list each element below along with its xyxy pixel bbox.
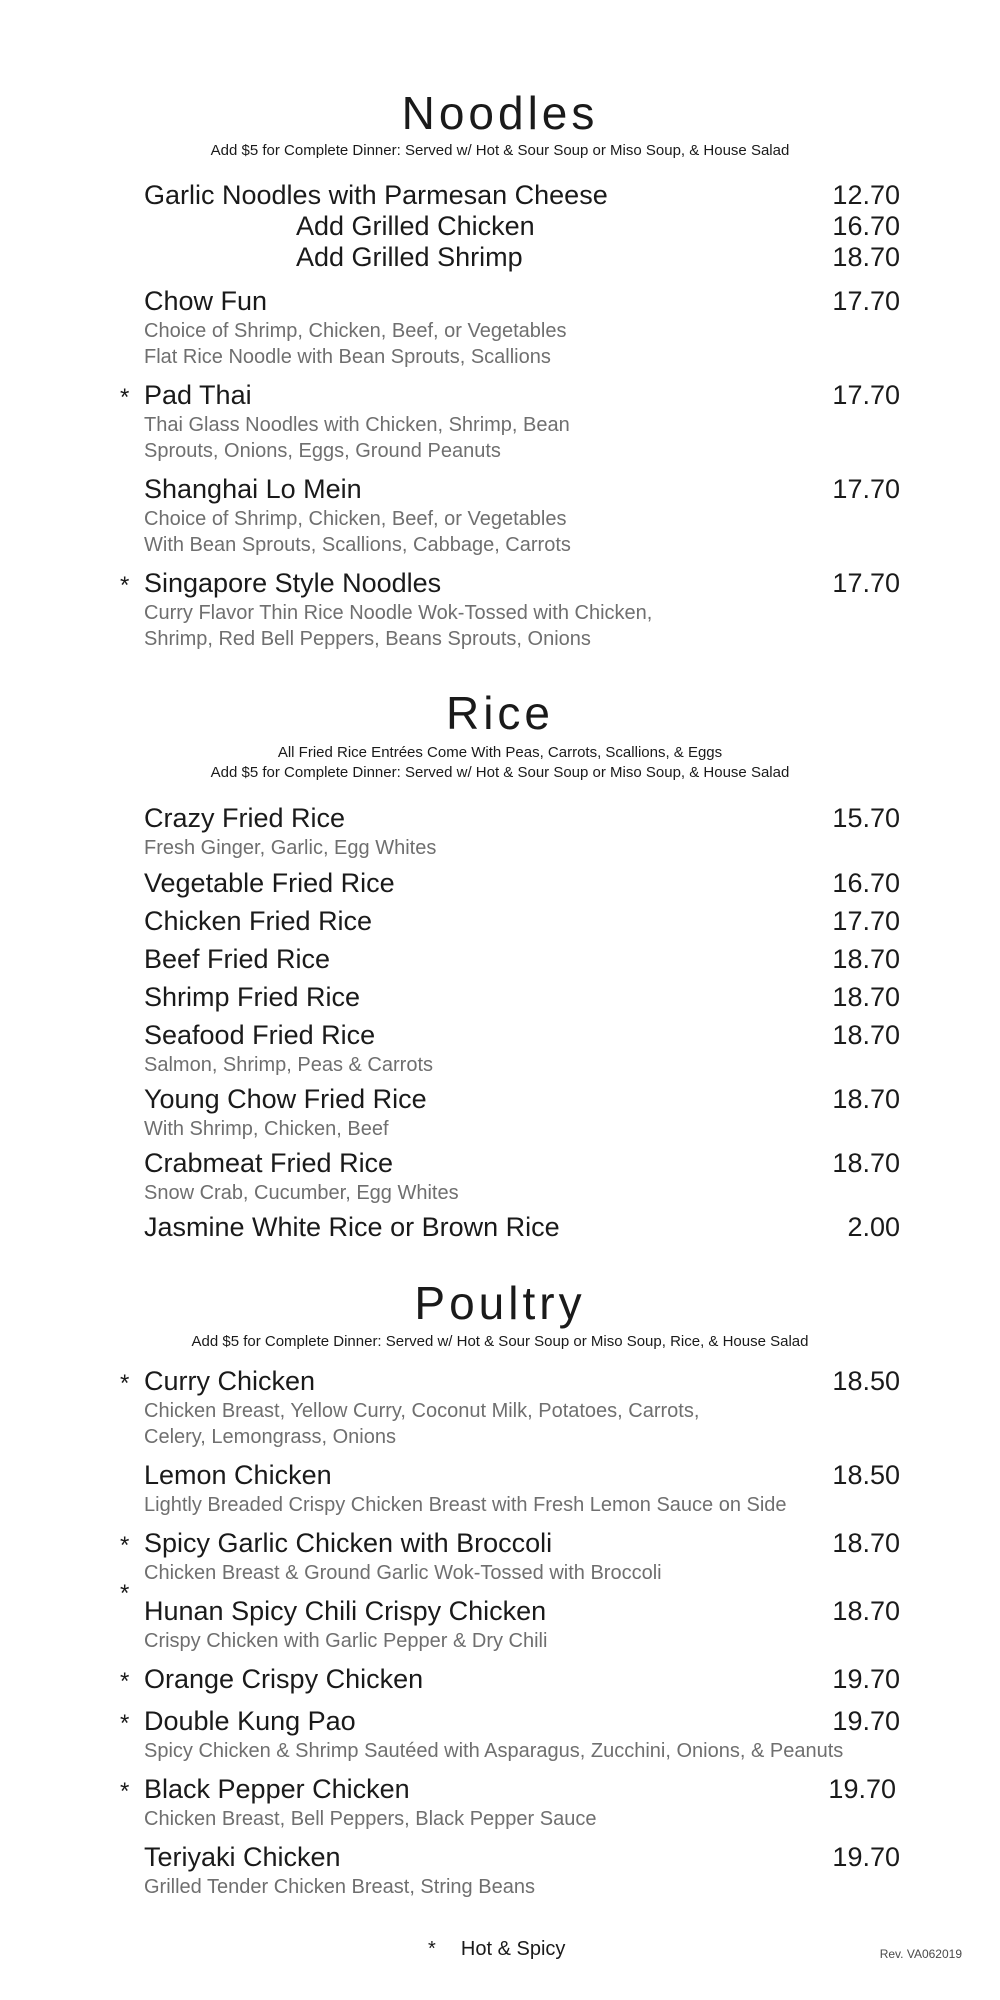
menu-item-name: Pad Thai xyxy=(144,380,252,410)
hot-spicy-legend xyxy=(428,1938,565,1961)
menu-item-description: Chicken Breast, Yellow Curry, Coconut Milk, Potatoes, Carrots, xyxy=(144,1400,700,1422)
menu-item-name: Spicy Garlic Chicken with Broccoli xyxy=(144,1528,553,1558)
menu-item-description: Curry Flavor Thin Rice Noodle Wok-Tossed with Chicken, xyxy=(144,602,653,624)
menu-item-name: Shrimp Fried Rice xyxy=(144,982,361,1012)
spicy-star-icon: * xyxy=(120,1532,130,1559)
menu-item-name: Jasmine White Rice or Brown Rice xyxy=(144,1212,560,1242)
menu-item-name: Vegetable Fried Rice xyxy=(144,868,395,898)
menu-item-addon-name: Add Grilled Shrimp xyxy=(296,242,523,272)
menu-item-price: 2.00 xyxy=(847,1212,900,1242)
menu-item-price: 18.70 xyxy=(832,1020,900,1050)
menu-item-name: Garlic Noodles with Parmesan Cheese xyxy=(144,180,608,210)
rice-heading: Rice xyxy=(445,687,555,739)
menu-item-name: Crabmeat Fried Rice xyxy=(144,1148,394,1178)
menu-item-description: Spicy Chicken & Shrimp Sautéed with Asparagus, Zucchini, Onions, & Peanuts xyxy=(144,1740,844,1762)
menu-item-name: Teriyaki Chicken xyxy=(144,1842,341,1872)
menu-item-price: 18.50 xyxy=(832,1366,900,1396)
menu-item-description: Choice of Shrimp, Chicken, Beef, or Vegetables xyxy=(144,320,567,342)
menu-item-description: Choice of Shrimp, Chicken, Beef, or Vegetables xyxy=(144,508,567,530)
menu-item-description: Flat Rice Noodle with Bean Sprouts, Scallions xyxy=(144,346,551,368)
menu-item-name: Chicken Fried Rice xyxy=(144,906,373,936)
poultry-heading: Poultry xyxy=(414,1277,586,1329)
noodles-heading: Noodles xyxy=(401,87,599,139)
legend-label: Hot & Spicy xyxy=(460,1938,566,1960)
menu-item-name: Hunan Spicy Chili Crispy Chicken xyxy=(144,1596,547,1626)
spicy-star-icon: * xyxy=(120,572,130,599)
menu-item-name: Double Kung Pao xyxy=(144,1706,356,1736)
menu-item-price: 17.70 xyxy=(832,906,900,936)
rice-fried-rice-note: All Fried Rice Entrées Come With Peas, Carrots, Scallions, & Eggs xyxy=(277,744,723,761)
spicy-star-icon: * xyxy=(120,1370,130,1397)
menu-item-description: Chicken Breast, Bell Peppers, Black Pepper Sauce xyxy=(144,1808,597,1830)
menu-item-price: 18.70 xyxy=(832,1084,900,1114)
menu-item-price: 17.70 xyxy=(832,380,900,410)
menu-item-price: 19.70 xyxy=(832,1842,900,1872)
menu-item-price: 19.70 xyxy=(832,1664,900,1694)
spicy-star-icon: * xyxy=(120,1668,130,1695)
menu-item-description: Grilled Tender Chicken Breast, String Beans xyxy=(144,1876,535,1898)
noodles-dinner-note: Add $5 for Complete Dinner: Served w/ Hot & Sour Soup or Miso Soup, & House Salad xyxy=(210,142,790,159)
menu-item-description: Sprouts, Onions, Eggs, Ground Peanuts xyxy=(144,440,501,462)
menu-item-price: 16.70 xyxy=(832,868,900,898)
menu-item-description: Fresh Ginger, Garlic, Egg Whites xyxy=(144,837,437,859)
menu-item-description: Thai Glass Noodles with Chicken, Shrimp, Bean xyxy=(144,414,570,436)
menu-item-name: Shanghai Lo Mein xyxy=(144,474,362,504)
menu-item-description: Shrimp, Red Bell Peppers, Beans Sprouts, Onions xyxy=(144,628,591,650)
menu-item-name: Beef Fried Rice xyxy=(144,944,331,974)
menu-item-price: 18.50 xyxy=(832,1460,900,1490)
menu-item-price: 18.70 xyxy=(832,1528,900,1558)
menu-item-price: 12.70 xyxy=(832,180,900,210)
menu-item-description: With Bean Sprouts, Scallions, Cabbage, Carrots xyxy=(144,534,571,556)
menu-item-description: Snow Crab, Cucumber, Egg Whites xyxy=(144,1182,459,1204)
rice-dinner-note: Add $5 for Complete Dinner: Served w/ Hot & Sour Soup or Miso Soup, & House Salad xyxy=(210,764,790,781)
menu-item-price: 19.70 xyxy=(828,1774,896,1804)
menu-item-description: Chicken Breast & Ground Garlic Wok-Tossed with Broccoli xyxy=(144,1562,662,1584)
spicy-star-icon: * xyxy=(120,1778,130,1805)
menu-item-price: 17.70 xyxy=(832,286,900,316)
menu-item-price: 17.70 xyxy=(832,474,900,504)
menu-item-description: With Shrimp, Chicken, Beef xyxy=(144,1118,389,1140)
menu-item-price: 18.70 xyxy=(832,944,900,974)
menu-item-price: 18.70 xyxy=(832,1148,900,1178)
menu-item-name: Curry Chicken xyxy=(144,1366,316,1396)
menu-item-name: Young Chow Fried Rice xyxy=(144,1084,427,1114)
spicy-star-icon: * xyxy=(120,1580,130,1607)
menu-item-name: Singapore Style Noodles xyxy=(144,568,442,598)
menu-item-addon-name: Add Grilled Chicken xyxy=(296,211,535,241)
menu-item-name: Orange Crispy Chicken xyxy=(144,1664,424,1694)
menu-item-price: 18.70 xyxy=(832,982,900,1012)
menu-item-description: Celery, Lemongrass, Onions xyxy=(144,1426,396,1448)
spicy-star-icon: * xyxy=(120,1710,130,1737)
menu-item-description: Crispy Chicken with Garlic Pepper & Dry Chili xyxy=(144,1630,548,1652)
menu-item-price: 17.70 xyxy=(832,568,900,598)
menu-item-name: Seafood Fried Rice xyxy=(144,1020,376,1050)
menu-item-price: 19.70 xyxy=(832,1706,900,1736)
revision-code: Rev. VA062019 xyxy=(879,1947,962,1961)
menu-item-description: Lightly Breaded Crispy Chicken Breast with Fresh Lemon Sauce on Side xyxy=(144,1494,787,1516)
menu-item-name: Lemon Chicken xyxy=(144,1460,332,1490)
menu-item-description: Salmon, Shrimp, Peas & Carrots xyxy=(144,1054,433,1076)
menu-item-name: Crazy Fried Rice xyxy=(144,803,346,833)
menu-item-name: Chow Fun xyxy=(144,286,268,316)
menu-item-price: 15.70 xyxy=(832,803,900,833)
menu-item-price: 18.70 xyxy=(832,1596,900,1626)
menu-item-price: 16.70 xyxy=(832,211,900,241)
poultry-dinner-note: Add $5 for Complete Dinner: Served w/ Hot & Sour Soup or Miso Soup, Rice, & House Salad xyxy=(191,1333,809,1350)
menu-item-name: Black Pepper Chicken xyxy=(144,1774,410,1804)
spicy-star-icon: * xyxy=(120,384,130,411)
spicy-star-icon: * xyxy=(428,1938,436,1960)
menu-item-price: 18.70 xyxy=(832,242,900,272)
